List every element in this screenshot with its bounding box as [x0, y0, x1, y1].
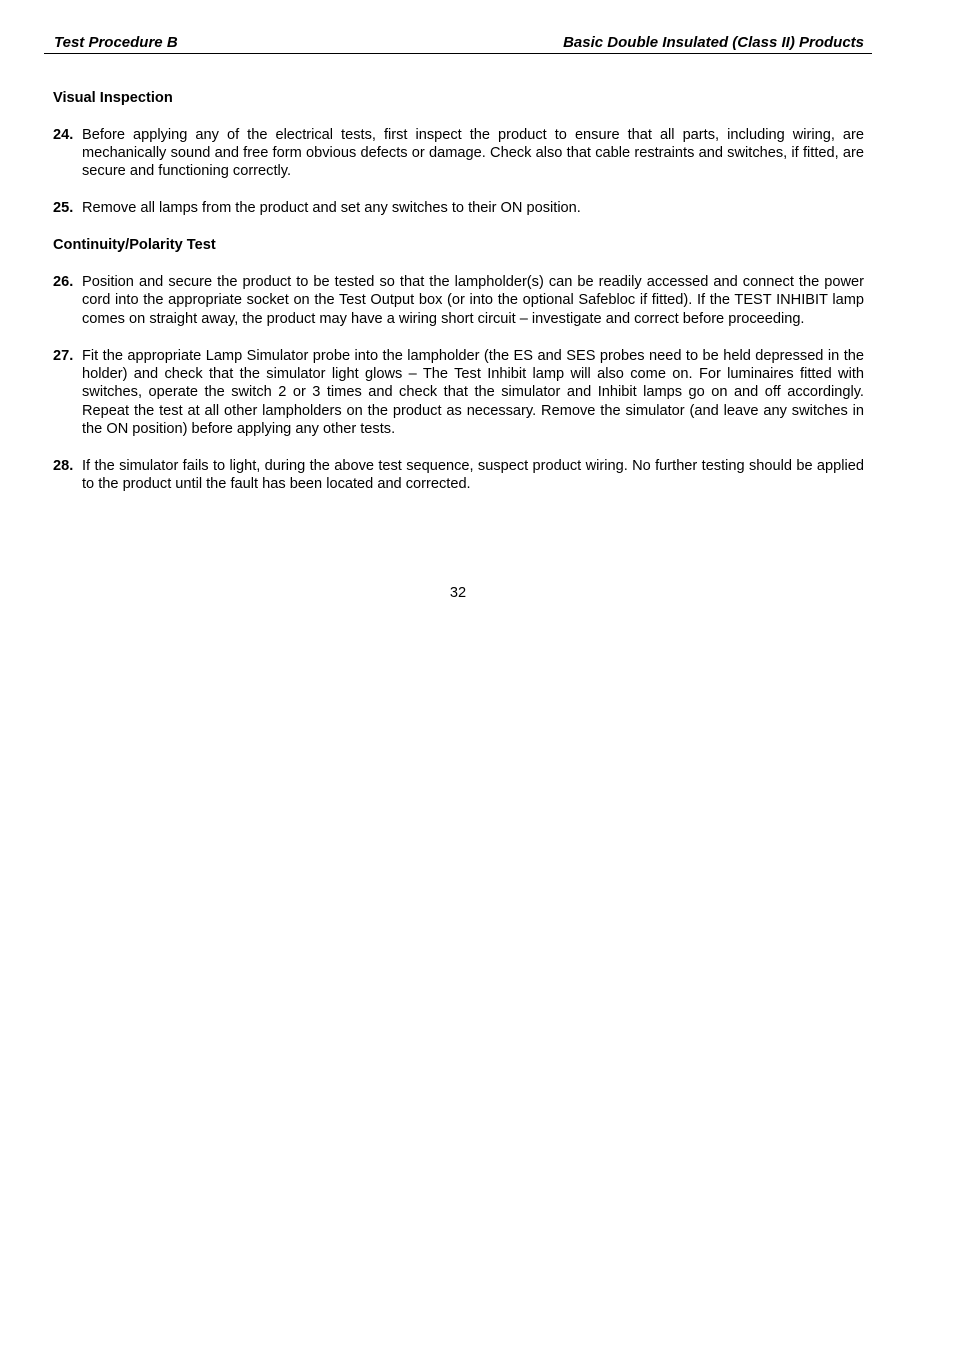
section-heading-continuity-polarity: Continuity/Polarity Test: [53, 237, 216, 254]
document-body: [53, 89, 864, 512]
list-item-25: [53, 199, 864, 217]
item-text: Position and secure the product to be tested so that the lampholder(s) can be readily accessed and connect the power cord into the appropriate socket on the Test Output box (or into the optional Safebloc if fitted). If the TEST INHIBIT lamp comes on straight away, the product may have a wiring short circuit – investigate and correct before proceeding.: [82, 274, 864, 327]
item-text: Remove all lamps from the product and set any switches to their ON position.: [82, 200, 581, 217]
item-text: Before applying any of the electrical tests, first inspect the product to ensure that all parts, including wiring, are mechanically sound and free form obvious defects or damage. Check also that cable restraints and switches, if fitted, are secure and functioning correctly.: [82, 126, 864, 180]
item-number: 28.: [53, 457, 74, 474]
item-number: 26.: [53, 274, 74, 291]
header-right-title: Basic Double Insulated (Class II) Products: [563, 34, 864, 51]
item-number: 25.: [53, 200, 74, 217]
list-item-24: [53, 126, 864, 181]
section-heading-visual-inspection: Visual Inspection: [53, 90, 173, 106]
item-number: 24.: [53, 126, 74, 143]
list-item-26: [53, 273, 864, 328]
list-item-28: [53, 457, 864, 494]
header-left-title: Test Procedure B: [54, 34, 178, 51]
item-text: If the simulator fails to light, during the above test sequence, suspect product wiring. No further testing should be applied to the product until the fault has been located and corrected.: [82, 457, 864, 493]
page-number: 32: [449, 585, 467, 601]
page-header: [44, 32, 872, 54]
item-number: 27.: [53, 347, 74, 364]
item-text: Fit the appropriate Lamp Simulator probe into the lampholder (the ES and SES probes need to be held depressed in the holder) and check that the simulator light glows – The Test Inhibit lamp will also come on. For luminaires fitted with switches, operate the switch 2 or 3 times and check that the simulator and Inhibit lamps go on and off accordingly. Repeat the test at all other lampholders on the product as necessary. Remove the simulator (and leave any switches in the ON position) before applying any other tests.: [82, 347, 864, 437]
list-item-27: [53, 347, 864, 438]
